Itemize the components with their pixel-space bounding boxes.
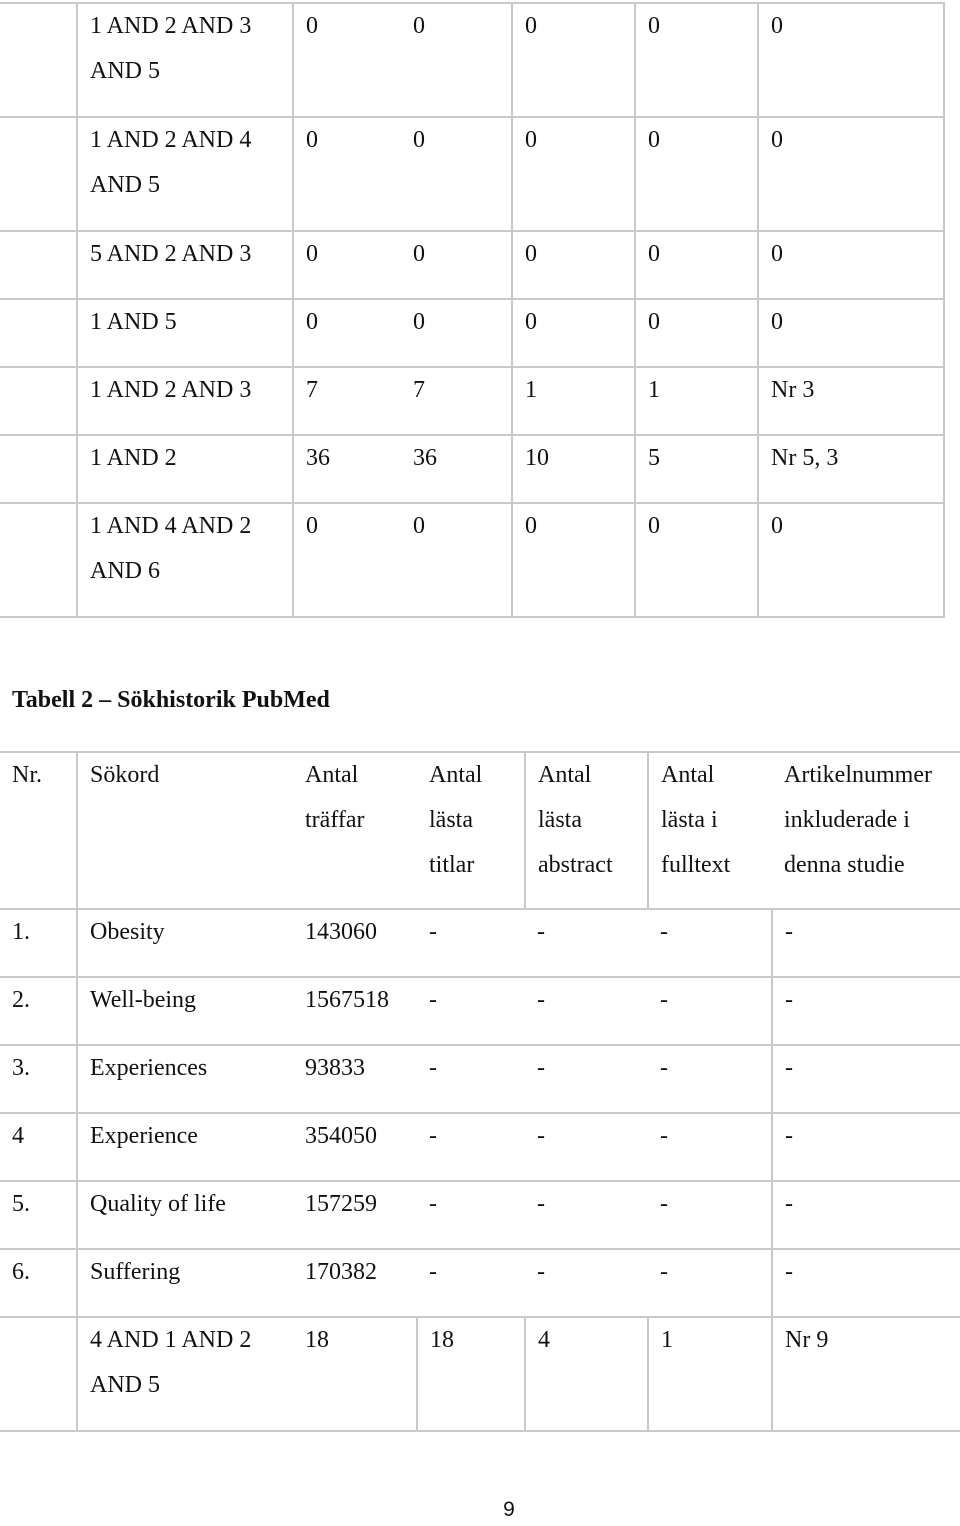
header-titles: Antal lästa titlar (417, 752, 525, 909)
table-row (0, 977, 960, 1045)
table-row (0, 299, 944, 367)
cell-query: 1 AND 2 AND 3 (77, 367, 293, 435)
cell-titles: - (417, 909, 525, 977)
cell-query: Experiences (77, 1045, 293, 1113)
cell-abstracts: 1 (512, 367, 635, 435)
cell-hits: 93833 (293, 1045, 417, 1113)
cell-included: 0 (758, 503, 944, 617)
table-row (0, 117, 944, 231)
cell-abstracts: - (525, 1113, 648, 1181)
cell-fulltext: - (648, 1113, 772, 1181)
cell-included: 0 (758, 299, 944, 367)
cell-titles: 18 (417, 1317, 525, 1431)
table-row (0, 1113, 960, 1181)
cell-included: - (772, 1045, 960, 1113)
header-hits: Antal träffar (293, 752, 417, 909)
cell-abstracts: - (525, 977, 648, 1045)
cell-blank (0, 367, 77, 435)
cell-titles: - (417, 1113, 525, 1181)
cell-blank (0, 3, 77, 117)
cell-hits: 354050 (293, 1113, 417, 1181)
table-caption: Tabell 2 – Sökhistorik PubMed (12, 687, 330, 713)
cell-query: 4 AND 1 AND 2 AND 5 (77, 1317, 293, 1431)
cell-fulltext: 5 (635, 435, 758, 503)
cell-hits: 36 (293, 435, 401, 503)
cell-titles: 0 (401, 117, 512, 231)
cell-fulltext: 1 (648, 1317, 772, 1431)
table-row (0, 909, 960, 977)
table-row (0, 367, 944, 435)
cell-fulltext: - (648, 1045, 772, 1113)
table-row (0, 3, 944, 117)
cell-included: 0 (758, 3, 944, 117)
cell-hits: 0 (293, 117, 401, 231)
cell-abstracts: 0 (512, 117, 635, 231)
cell-abstracts: - (525, 1249, 648, 1317)
cell-nr: 2. (0, 977, 77, 1045)
cell-abstracts: 0 (512, 299, 635, 367)
header-fulltext: Antal lästa i fulltext (648, 752, 772, 909)
header-abstracts: Antal lästa abstract (525, 752, 648, 909)
table-row (0, 435, 944, 503)
cell-fulltext: 0 (635, 3, 758, 117)
cell-query: 1 AND 2 AND 3 AND 5 (77, 3, 293, 117)
cell-abstracts: 0 (512, 503, 635, 617)
cell-included: - (772, 1181, 960, 1249)
cell-titles: - (417, 1249, 525, 1317)
cell-blank (0, 435, 77, 503)
cell-nr: 4 (0, 1113, 77, 1181)
cell-hits: 1567518 (293, 977, 417, 1045)
page-number: 9 (503, 1498, 515, 1521)
cell-hits: 7 (293, 367, 401, 435)
cell-abstracts: 4 (525, 1317, 648, 1431)
cell-query: 1 AND 4 AND 2 AND 6 (77, 503, 293, 617)
cell-blank (0, 231, 77, 299)
table-row (0, 1181, 960, 1249)
cell-titles: 36 (401, 435, 512, 503)
cell-hits: 0 (293, 299, 401, 367)
table-row (0, 503, 944, 617)
table-header-row (0, 752, 960, 909)
cell-hits: 0 (293, 231, 401, 299)
cell-titles: 7 (401, 367, 512, 435)
cell-included: Nr 3 (758, 367, 944, 435)
cell-abstracts: - (525, 909, 648, 977)
table-row (0, 1249, 960, 1317)
cell-fulltext: 0 (635, 231, 758, 299)
cell-query: Quality of life (77, 1181, 293, 1249)
cell-hits: 170382 (293, 1249, 417, 1317)
cell-query: 5 AND 2 AND 3 (77, 231, 293, 299)
cell-nr: 1. (0, 909, 77, 977)
cell-abstracts: - (525, 1181, 648, 1249)
cell-hits: 157259 (293, 1181, 417, 1249)
cell-hits: 0 (293, 503, 401, 617)
cell-hits: 143060 (293, 909, 417, 977)
cell-titles: 0 (401, 3, 512, 117)
cell-fulltext: 0 (635, 117, 758, 231)
cell-hits: 0 (293, 3, 401, 117)
cell-query: Suffering (77, 1249, 293, 1317)
cell-nr: 6. (0, 1249, 77, 1317)
cell-fulltext: - (648, 909, 772, 977)
cell-included: 0 (758, 231, 944, 299)
cell-blank (0, 503, 77, 617)
cell-fulltext: - (648, 1249, 772, 1317)
cell-titles: - (417, 977, 525, 1045)
cell-fulltext: 0 (635, 503, 758, 617)
cell-blank (0, 117, 77, 231)
cell-hits: 18 (293, 1317, 417, 1431)
cell-blank (0, 299, 77, 367)
cell-abstracts: - (525, 1045, 648, 1113)
cell-titles: - (417, 1045, 525, 1113)
cell-included: Nr 9 (772, 1317, 960, 1431)
cell-abstracts: 0 (512, 3, 635, 117)
cell-query: Experience (77, 1113, 293, 1181)
cell-fulltext: 1 (635, 367, 758, 435)
cell-titles: - (417, 1181, 525, 1249)
cell-abstracts: 10 (512, 435, 635, 503)
cell-fulltext: 0 (635, 299, 758, 367)
cell-abstracts: 0 (512, 231, 635, 299)
cell-query: Well-being (77, 977, 293, 1045)
cell-included: - (772, 977, 960, 1045)
pubmed-search-history-table (0, 751, 960, 1432)
cell-fulltext: - (648, 1181, 772, 1249)
cell-query: Obesity (77, 909, 293, 977)
cell-query: 1 AND 2 AND 4 AND 5 (77, 117, 293, 231)
cell-included: 0 (758, 117, 944, 231)
table-row (0, 231, 944, 299)
cell-nr: 5. (0, 1181, 77, 1249)
header-nr: Nr. (0, 752, 77, 909)
table-row (0, 1317, 960, 1431)
cell-titles: 0 (401, 299, 512, 367)
cell-query: 1 AND 5 (77, 299, 293, 367)
cell-titles: 0 (401, 231, 512, 299)
cell-included: - (772, 1249, 960, 1317)
cell-included: - (772, 909, 960, 977)
cell-titles: 0 (401, 503, 512, 617)
cell-fulltext: - (648, 977, 772, 1045)
header-query: Sökord (77, 752, 293, 909)
table-row (0, 1045, 960, 1113)
cell-included: - (772, 1113, 960, 1181)
cell-nr (0, 1317, 77, 1431)
cell-nr: 3. (0, 1045, 77, 1113)
cell-query: 1 AND 2 (77, 435, 293, 503)
search-history-table-continued (0, 2, 945, 618)
cell-included: Nr 5, 3 (758, 435, 944, 503)
header-included: Artikelnummer inkluderade i denna studie (772, 752, 960, 909)
